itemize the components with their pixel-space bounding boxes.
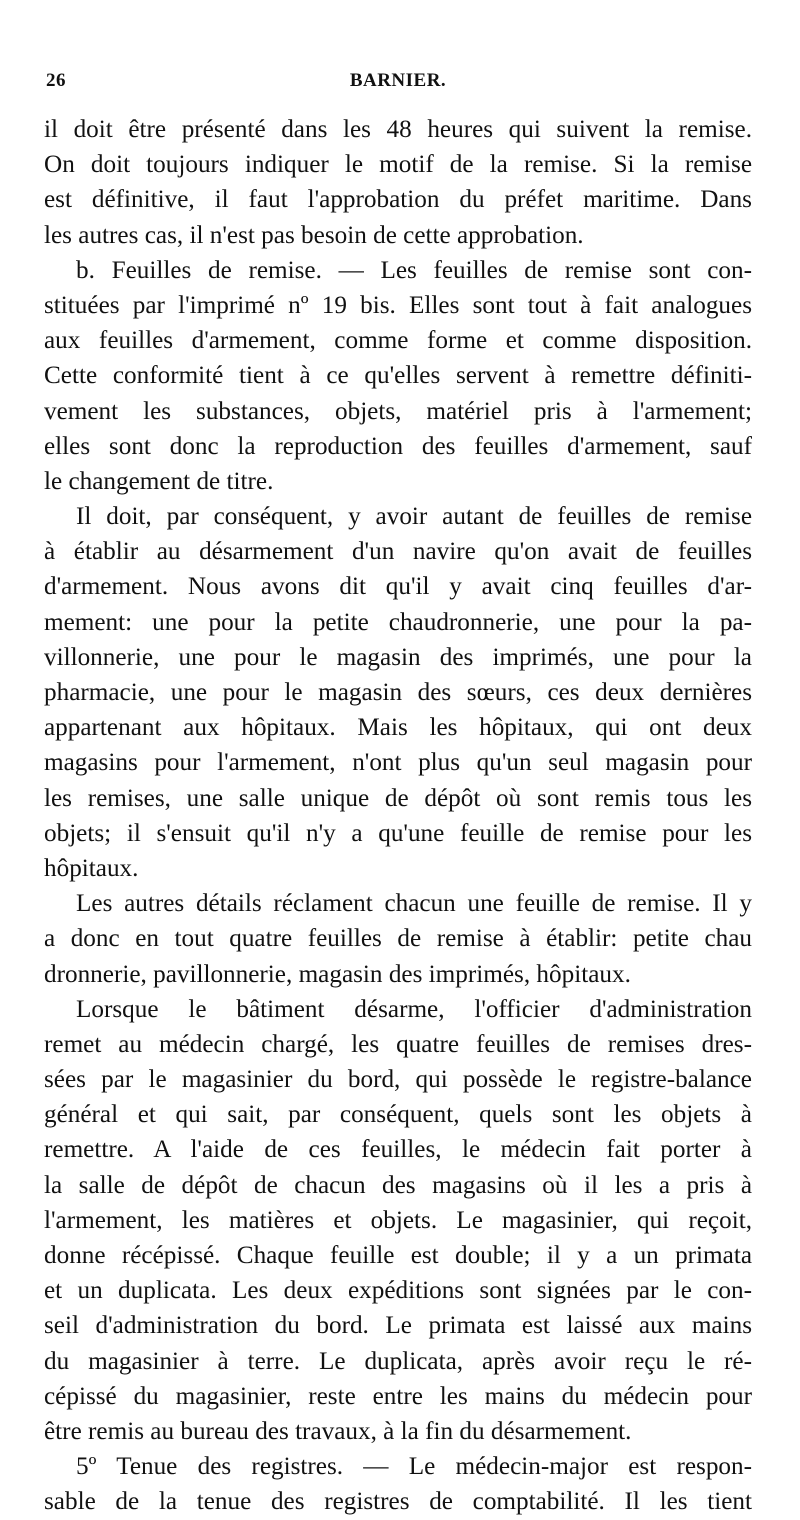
text-line: cépissé du magasinier, reste entre les mains du médecin pour: [44, 1382, 752, 1410]
text-line: les autres cas, il n'est pas besoin de cette approbation.: [44, 221, 584, 249]
text-line: Cette conformité tient à ce qu'elles servent à remettre définiti-: [44, 362, 752, 390]
text-line: et un duplicata. Les deux expéditions sont signées par le con-: [44, 1277, 752, 1305]
text-line: Il doit, par conséquent, y avoir autant de feuilles de remise: [76, 503, 752, 531]
text-line: à établir au désarmement d'un navire qu'on avait de feuilles: [44, 538, 752, 566]
text-line: aux feuilles d'armement, comme forme et comme disposition.: [44, 327, 752, 355]
text-line: a donc en tout quatre feuilles de remise à établir: petite chau: [44, 925, 752, 953]
text-line: être remis au bureau des travaux, à la fin du désarmement.: [44, 1417, 632, 1445]
text-line: 5º Tenue des registres. — Le médecin-major est respon-: [76, 1453, 752, 1481]
text-line: elles sont donc la reproduction des feuilles d'armement, sauf: [44, 432, 752, 460]
text-line: pharmacie, une pour le magasin des sœurs, ces deux dernières: [44, 679, 752, 706]
text-line: donne récépissé. Chaque feuille est double; il y a un primata: [44, 1242, 752, 1269]
text-line: sable de la tenue des registres de comptabilité. Il les tient: [44, 1488, 752, 1516]
text-line: l'armement, les matières et objets. Le magasinier, qui reçoit,: [44, 1206, 752, 1234]
page-header: [44, 66, 752, 98]
text-line: du magasinier à terre. Le duplicata, après avoir reçu le ré-: [44, 1347, 752, 1375]
text-line: est définitive, il faut l'approbation du préfet maritime. Dans: [44, 186, 752, 214]
text-line: seil d'administration du bord. Le primata est laissé aux mains: [44, 1312, 752, 1340]
text-line: villonnerie, une pour le magasin des imprimés, une pour la: [44, 643, 752, 671]
text-line: magasins pour l'armement, n'ont plus qu'un seul magasin pour: [44, 749, 752, 777]
text-line: le changement de titre.: [44, 467, 274, 495]
text-line: Les autres détails réclament chacun une feuille de remise. Il y: [76, 890, 752, 918]
text-line: il doit être présenté dans les 48 heures qui suivent la remise.: [44, 116, 752, 143]
text-line: On doit toujours indiquer le motif de la remise. Si la remise: [44, 151, 752, 179]
text-line: b. Feuilles de remise. — Les feuilles de remise sont con-: [76, 256, 752, 284]
text-line: remet au médecin chargé, les quatre feuilles de remises dres-: [44, 1030, 752, 1058]
text-line: appartenant aux hôpitaux. Mais les hôpitaux, qui ont deux: [44, 714, 752, 742]
running-head: BARNIER.: [349, 70, 447, 91]
text-line: sées par le magasinier du bord, qui possède le registre-balance: [44, 1066, 752, 1094]
body-text: [44, 112, 752, 1520]
text-line: dronnerie, pavillonnerie, magasin des imprimés, hôpitaux.: [44, 960, 631, 988]
page-number: 26: [46, 70, 66, 91]
text-line: hôpitaux.: [44, 854, 139, 882]
text-line: la salle de dépôt de chacun des magasins où il les a pris à: [44, 1171, 752, 1199]
text-line: stituées par l'imprimé nº 19 bis. Elles sont tout à fait analogues: [44, 291, 752, 319]
text-line: vement les substances, objets, matériel pris à l'armement;: [44, 397, 752, 425]
text-line: Lorsque le bâtiment désarme, l'officier d'administration: [76, 995, 752, 1023]
text-line: général et qui sait, par conséquent, quels sont les objets à: [44, 1101, 752, 1129]
text-line: les remises, une salle unique de dépôt où sont remis tous les: [44, 784, 752, 812]
text-line: d'armement. Nous avons dit qu'il y avait cinq feuilles d'ar-: [44, 573, 752, 601]
text-line: objets; il s'ensuit qu'il n'y a qu'une feuille de remise pour les: [44, 819, 752, 847]
text-line: mement: une pour la petite chaudronnerie, une pour la pa-: [44, 608, 752, 636]
text-line: remettre. A l'aide de ces feuilles, le médecin fait porter à: [44, 1136, 752, 1164]
